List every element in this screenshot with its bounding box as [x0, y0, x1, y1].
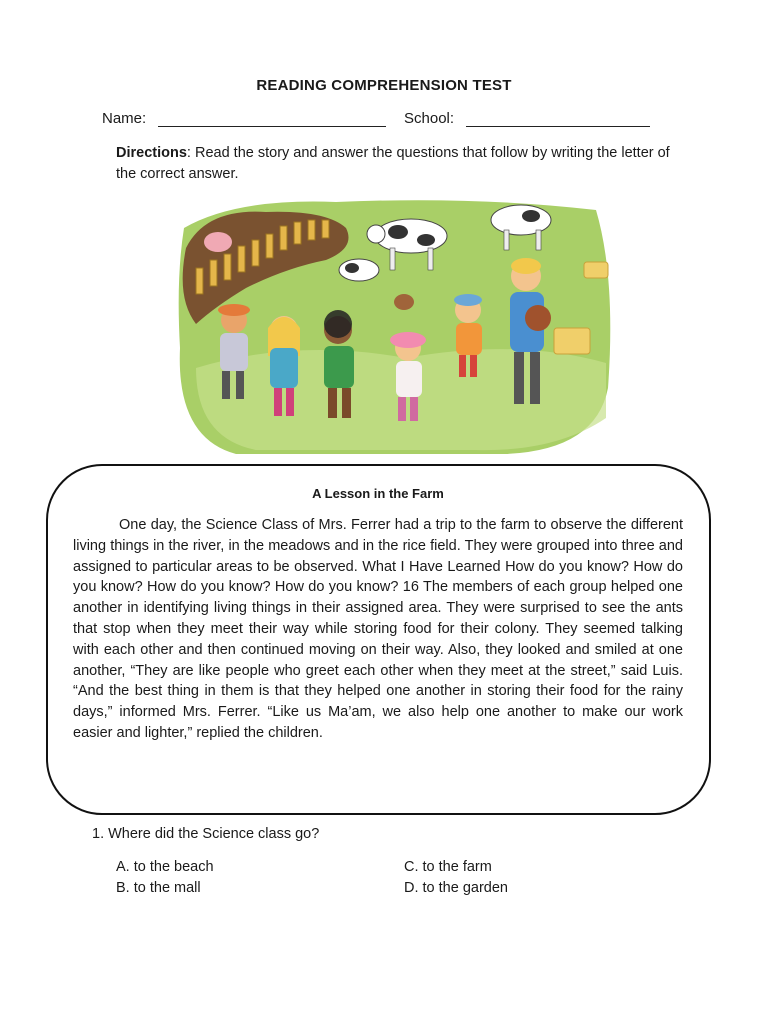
option-d[interactable]: D. to the garden: [404, 880, 508, 896]
school-label: School:: [404, 110, 455, 127]
story-title: A Lesson in the Farm: [312, 486, 444, 501]
option-a[interactable]: A. to the beach: [116, 859, 214, 875]
directions-heading: Directions: [116, 145, 187, 161]
page-title: READING COMPREHENSION TEST: [256, 77, 512, 94]
farm-illustration: [176, 188, 616, 456]
directions: [116, 143, 676, 185]
school-blank-line[interactable]: [466, 126, 650, 127]
question-1: 1. Where did the Science class go?: [92, 826, 320, 842]
story-text: One day, the Science Class of Mrs. Ferrer had a trip to the farm to observe the different living things in the river, in the meadows and in the rice field. They were grouped into three and assigned to particular areas to be observed. What I Have Learned How do you know? How do you know? How do you know? How do you know? 16 The members of each group helped one another in identifying living things in their assigned area. They were surprised to see the ants that stop when they meet their way while storing food for their colony. They seemed talking with each other and then continued moving on their way. Also, they looked and smiled at one another, “They are like people who greet each other when they meet at the street,” said Luis. “And the best thing in them is that they helped one another in storing their food for the rainy days,” informed Mrs. Ferrer. “Like us Ma’am, we also help one another to make our work easier and lighter,” replied the children.: [73, 517, 683, 741]
option-b[interactable]: B. to the mall: [116, 880, 201, 896]
name-blank-line[interactable]: [158, 126, 386, 127]
directions-text: : Read the story and answer the questions that follow by writing the letter of the correct answer.: [116, 145, 670, 182]
option-c[interactable]: C. to the farm: [404, 859, 492, 875]
name-label: Name:: [102, 110, 147, 127]
